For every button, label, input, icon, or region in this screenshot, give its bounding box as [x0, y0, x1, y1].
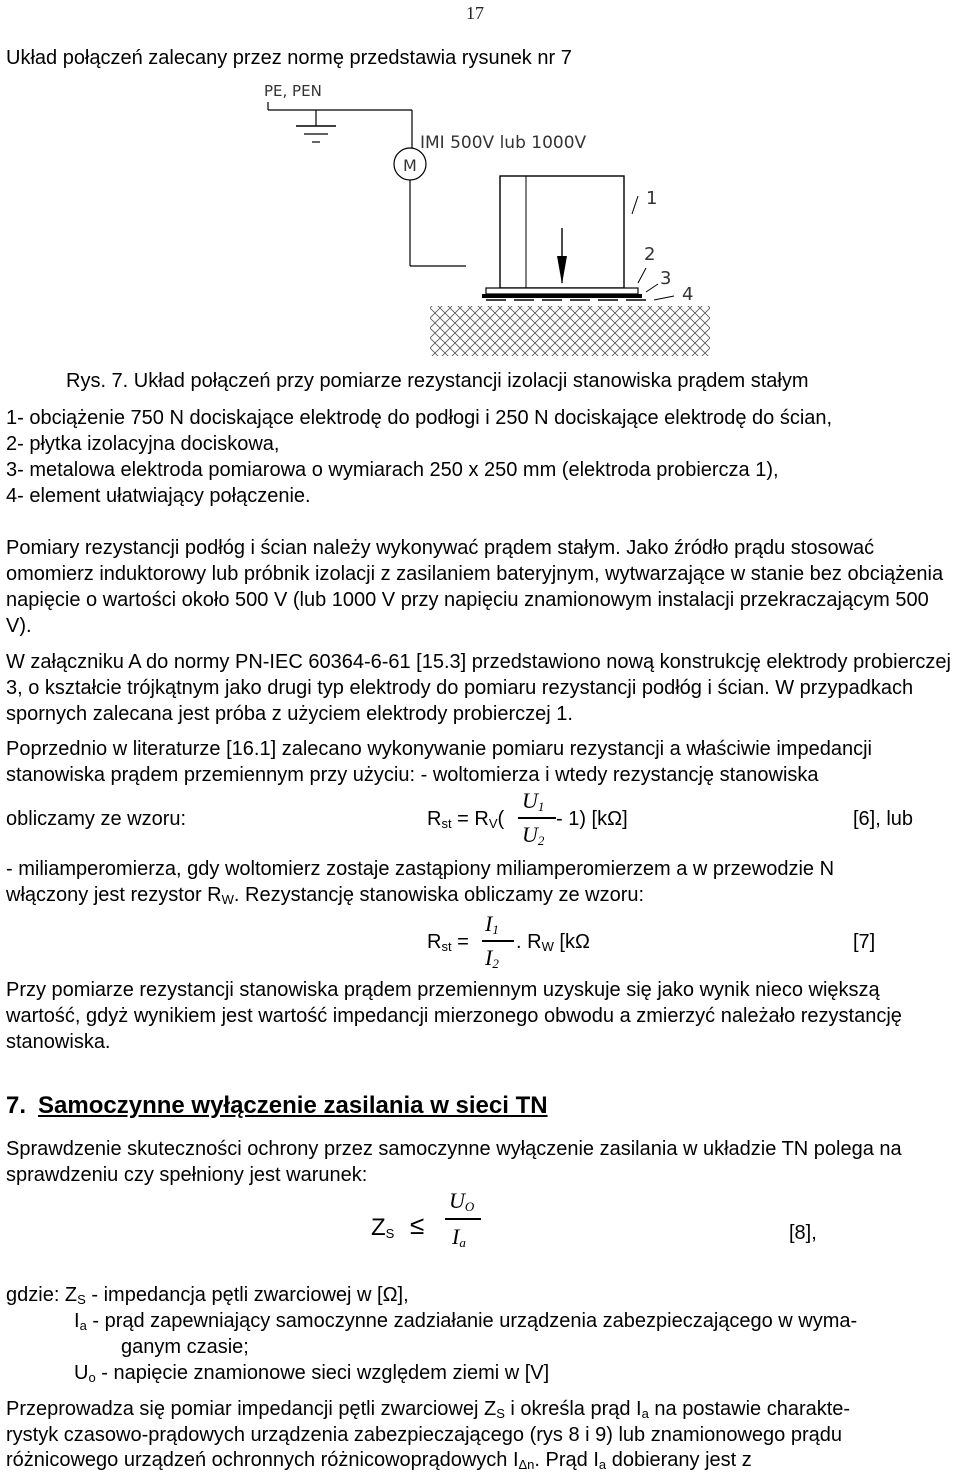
- section-title: Samoczynne wyłączenie zasilania w sieci TN: [38, 1092, 548, 1119]
- equation-6-tail: - 1) [kΩ]: [556, 808, 628, 830]
- where-line-2: $I_a$ - prąd zapewniający samoczynne zadziałanie urządzenia zabezpieczającego w wyma-: [74, 1310, 858, 1333]
- figure-label-m: M: [403, 156, 417, 175]
- equation-6-numerator: $U_1$: [522, 788, 545, 814]
- paragraph-annex: W załączniku A do normy PN-IEC 60364-6-61 [15.3] przedstawiono nową konstrukcję elektrody probierczej 3, o kształcie trójkątnym jako drugi typ elektrody do pomiaru rezystancji podłóg i ścian. W przypadkach spornych zalecana jest próba z użyciem elektrody probierczej 1.: [6, 651, 951, 725]
- equation-7-denominator: $I_2$: [485, 945, 499, 971]
- legend-item-1: 1- obciążenie 750 N dociskające elektrodę do podłogi i 250 N dociskające elektrodę do ścian,: [6, 407, 833, 429]
- page-number: 17: [466, 3, 484, 23]
- paragraph-measurement: Pomiary rezystancji podłóg i ścian należy wykonywać prądem stałym. Jako źródło prądu stosować omomierz induktorowy lub próbnik izolacji z zasilaniem bateryjnym, wytwarzające w stanie bez obciążenia napięcie o wartości około 500 V (lub 1000 V przy napięciu znamionowym instalacji przekraczającym 500 V).: [6, 537, 944, 637]
- equation-7-lhs: $R_{st}$ =: [427, 931, 469, 954]
- figure-label-2: 2: [644, 244, 656, 265]
- equation-8-denominator: $I_a$: [452, 1224, 466, 1250]
- equation-6-lead: obliczamy ze wzoru:: [6, 808, 187, 830]
- paragraph-miliammeter-2: włączony jest rezystor $R_W$. Rezystancję stanowiska obliczamy ze wzoru:: [6, 884, 645, 907]
- where-line-1: gdzie: $Z_S$ - impedancja pętli zwarciowej w [Ω],: [6, 1284, 409, 1307]
- section-heading: [6, 1093, 548, 1119]
- legend-item-3: 3- metalowa elektroda pomiarowa o wymiarach 250 x 250 mm (elektroda probiercza 1),: [6, 459, 779, 481]
- equation-6-fraction-bar: [518, 817, 556, 819]
- figure-label-3: 3: [660, 268, 672, 289]
- section-number: 7.: [6, 1092, 27, 1119]
- equation-8-fraction-bar: [445, 1218, 481, 1220]
- figure-label-meter: IMI 500V lub 1000V: [420, 133, 587, 153]
- paragraph-final-3: różnicowego urządzeń ochronnych różnicowoprądowych $I_{\Delta n}$. Prąd $I_a$ dobierany jest z: [6, 1449, 752, 1472]
- paragraph-final-1: Przeprowadza się pomiar impedancji pętli zwarciowej $Z_S$ i określa prąd $I_a$ na postawie charakte-: [6, 1398, 851, 1421]
- equation-8-ref: [8],: [789, 1222, 817, 1244]
- equation-7-ref: [7]: [853, 931, 876, 953]
- equation-6-lhs: $R_{st} = R_V$(: [427, 808, 505, 831]
- equation-8-lhs: $Z_S$: [371, 1214, 395, 1241]
- floor-hatch: [430, 306, 710, 356]
- paragraph-tn-check: Sprawdzenie skuteczności ochrony przez samoczynne wyłączenie zasilania w układzie TN polega na sprawdzeniu czy spełniony jest warunek:: [6, 1138, 902, 1186]
- equation-6-denominator: $U_2$: [522, 822, 545, 848]
- figure-label-1: 1: [646, 188, 658, 209]
- paragraph-literature: Poprzednio w literaturze [16.1] zalecano wykonywanie pomiaru rezystancji a właściwie impedancji stanowiska prądem przemiennym przy użyciu: - woltomierza i wtedy rezystancję stanowiska: [6, 738, 872, 786]
- paragraph-ac-result: Przy pomiarze rezystancji stanowiska prądem przemiennym uzyskuje się jako wynik nieco większą wartość, gdyż wynikiem jest wartość impedancji mierzonego obwodu a zmierzyć należało rezystancję stanowiska.: [6, 979, 902, 1053]
- where-line-2-cont: ganym czasie;: [121, 1336, 249, 1358]
- legend-item-2: 2- płytka izolacyjna dociskowa,: [6, 433, 280, 455]
- legend-item-4: 4- element ułatwiający połączenie.: [6, 485, 311, 507]
- figure-caption: Rys. 7. Układ połączeń przy pomiarze rezystancji izolacji stanowiska prądem stałym: [66, 370, 809, 392]
- equation-7-fraction-bar: [482, 940, 514, 942]
- figure-7-diagram: [250, 78, 710, 358]
- equation-8-relation: ≤: [410, 1210, 425, 1240]
- figure-label-4: 4: [682, 284, 694, 305]
- earth-icon: [296, 126, 336, 142]
- insulating-plate: [486, 288, 638, 294]
- equation-6-ref: [6], lub: [853, 808, 914, 830]
- where-line-3: $U_o$ - napięcie znamionowe sieci względem ziemi w [V]: [74, 1362, 550, 1385]
- paragraph-miliammeter-1: - miliamperomierza, gdy woltomierz zostaje zastąpiony miliamperomierzem a w przewodzie N: [6, 858, 835, 880]
- paragraph-final-2: rystyk czasowo-prądowych urządzenia zabezpieczającego (rys 8 i 9) lub znamionowego prądu: [6, 1424, 842, 1446]
- equation-7-numerator: $I_1$: [485, 911, 499, 937]
- figure-label-pe: PE, PEN: [264, 82, 322, 100]
- electrode-plate: [482, 294, 642, 298]
- equation-7-tail: . $R_W$ [kΩ: [516, 931, 590, 954]
- equation-8-numerator: $U_O$: [449, 1188, 475, 1214]
- intro-text: Układ połączeń zalecany przez normę przedstawia rysunek nr 7: [6, 47, 572, 69]
